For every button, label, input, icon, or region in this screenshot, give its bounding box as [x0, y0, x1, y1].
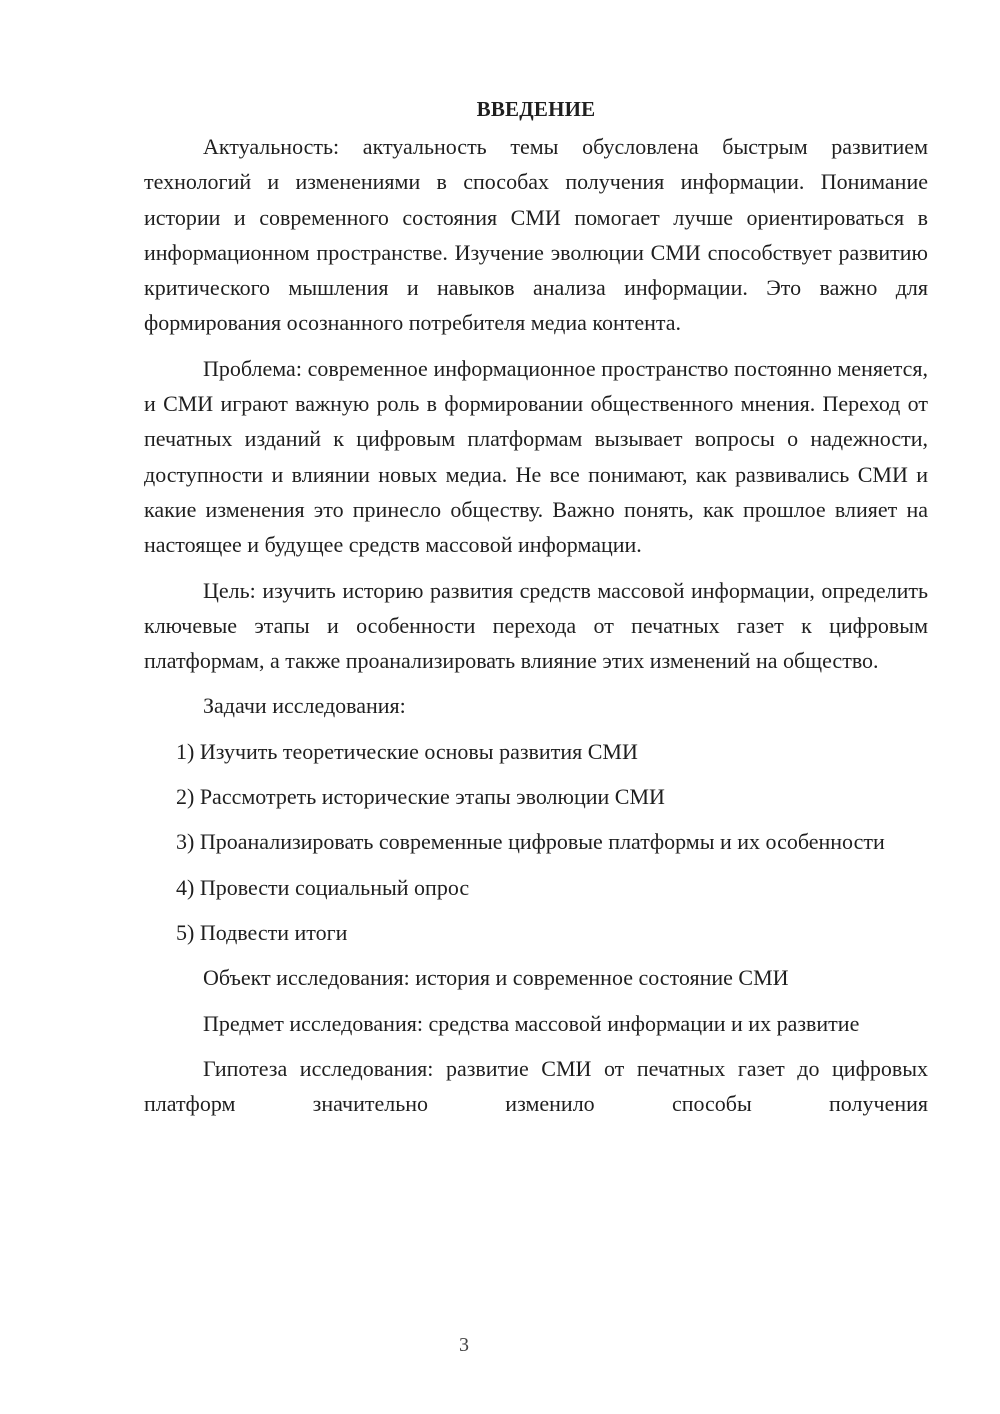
paragraph-goal: Цель: изучить историю развития средств массовой информации, определить ключевые этапы и особенности перехода от печатных газет к цифровым платформам, а также проанализировать влияние этих изменений на общество.: [144, 577, 928, 674]
task-item-1: 1) Изучить теоретические основы развития СМИ: [176, 738, 638, 764]
page-number: 3: [459, 1334, 469, 1356]
paragraph-hypothesis: Гипотеза исследования: развитие СМИ от печатных газет до цифровых платформ значительно изменило способы получения: [144, 1055, 928, 1117]
task-item-4: 4) Провести социальный опрос: [176, 874, 470, 900]
page-body: [144, 92, 928, 1131]
paragraph-subject: Предмет исследования: средства массовой информации и их развитие: [203, 1010, 860, 1036]
page-heading: ВВЕДЕНИЕ: [476, 97, 596, 121]
paragraph-relevance: Актуальность: актуальность темы обусловлена быстрым развитием технологий и изменениями в способах получения информации. Понимание истории и современного состояния СМИ помогает лучше ориентироваться в информационном пространстве. Изучение эволюции СМИ способствует развитию критического мышления и навыков анализа информации. Это важно для формирования осознанного потребителя медиа контента.: [144, 134, 928, 336]
paragraph-tasks-title: Задачи исследования:: [203, 693, 406, 719]
task-item-3: 3) Проанализировать современные цифровые платформы и их особенности: [176, 829, 885, 855]
paragraph-problem: Проблема: современное информационное пространство постоянно меняется, и СМИ играют важную роль в формировании общественного мнения. Переход от печатных изданий к цифровым платформам вызывает вопросы о надежности, доступности и влиянии новых медиа. Не все понимают, как развивались СМИ и какие изменения это принесло обществу. Важно понять, как прошлое влияет на настоящее и будущее средств массовой информации.: [144, 355, 928, 558]
paragraph-object: Объект исследования: история и современное состояние СМИ: [203, 965, 789, 991]
task-item-2: 2) Рассмотреть исторические этапы эволюции СМИ: [176, 784, 665, 810]
task-item-5: 5) Подвести итоги: [176, 919, 348, 945]
